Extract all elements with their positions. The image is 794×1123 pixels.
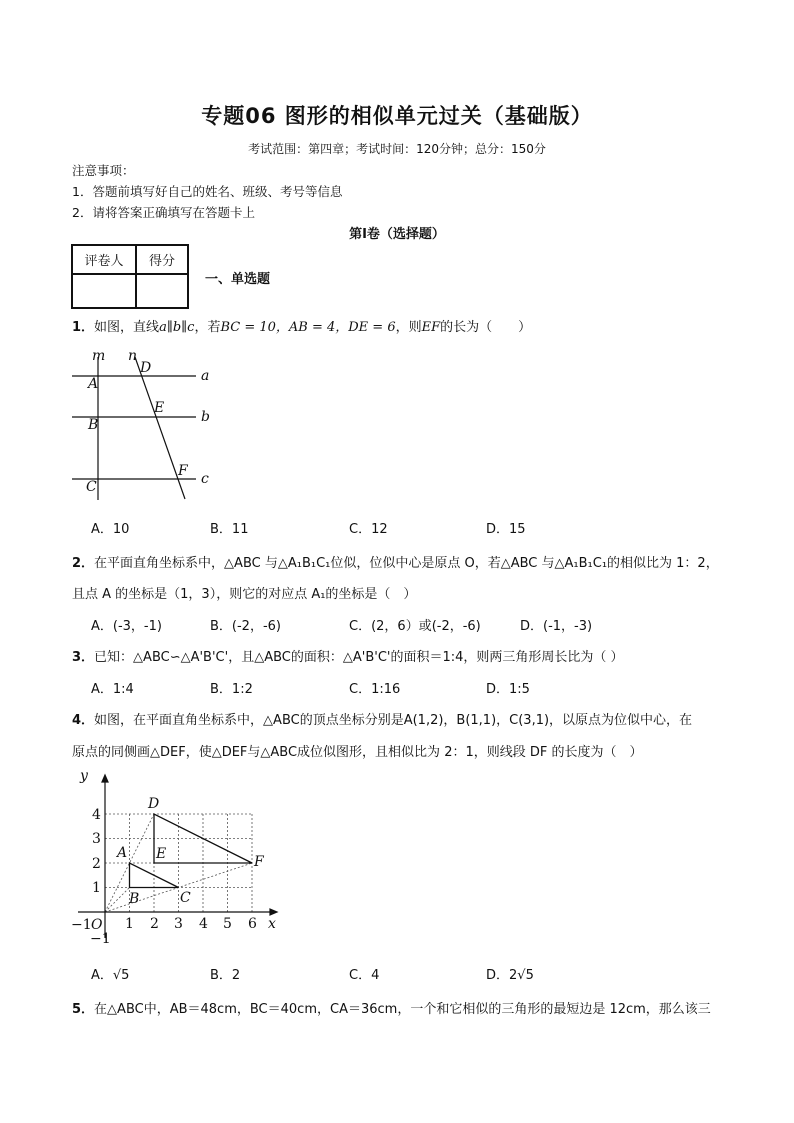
notes-heading: 注意事项： — [72, 163, 135, 178]
q1-text: 的长为（ ） — [440, 320, 532, 335]
q1-text: 如图，直线 — [94, 320, 160, 335]
question-number: 4． — [72, 713, 95, 728]
q1-math: a∥b∥c — [159, 320, 195, 335]
question-number: 5． — [72, 1002, 95, 1017]
q4-line2: 原点的同侧画△DEF，使△DEF与△ABC成位似图形，且相似比为 2：1，则线段 DF 的长度为（ ） — [72, 745, 643, 760]
y-tick: 2 — [92, 856, 101, 872]
q5-text: 在△ABC中，AB＝48cm，BC＝40cm，CA＝36cm，一个和它相似的三角形的最短边是 12cm，那么该三 — [94, 1002, 711, 1017]
x-tick: 4 — [199, 916, 208, 932]
exam-info: 考试范围：第四章；考试时间：120分钟；总分：150分 — [248, 142, 546, 156]
y-tick: 3 — [92, 831, 101, 847]
q1-option-a[interactable]: A．10 — [91, 522, 130, 537]
neg-one-x: −1 — [71, 917, 92, 933]
question-3 — [72, 646, 624, 665]
y-tick: 4 — [92, 807, 101, 823]
score-header: 得分 — [136, 245, 188, 274]
q1-math: EF — [421, 320, 441, 335]
coordinate-figure — [70, 768, 285, 948]
label-A: A — [88, 376, 99, 392]
x-tick: 1 — [125, 916, 134, 932]
q3-option-b[interactable]: B．1:2 — [210, 682, 253, 697]
grader-cell[interactable] — [72, 274, 136, 308]
q3-text: 已知：△ABC∽△A'B'C'，且△ABC的面积：△A'B'C'的面积＝1:4，则两三角形周长比为（ ） — [94, 650, 624, 665]
question-1 — [72, 316, 531, 335]
q3-option-c[interactable]: C．1:16 — [349, 682, 401, 697]
part-label: 一、单选题 — [205, 272, 271, 287]
label-E: E — [154, 400, 165, 416]
question-number: 1． — [72, 320, 95, 335]
x-tick: 3 — [174, 916, 183, 932]
point-B: B — [129, 891, 140, 907]
note-item-1: 1．答题前填写好自己的姓名、班级、考号等信息 — [72, 184, 343, 199]
y-axis-label: y — [80, 768, 88, 784]
x-tick: 6 — [248, 916, 257, 932]
q4-option-c[interactable]: C．4 — [349, 968, 380, 983]
q2-line2: 且点 A 的坐标是（1，3），则它的对应点 A₁的坐标是（ ） — [72, 587, 417, 602]
point-E: E — [156, 846, 167, 862]
label-b: b — [201, 409, 210, 425]
grader-header: 评卷人 — [72, 245, 136, 274]
grader-table — [71, 244, 189, 309]
q1-option-d[interactable]: D．15 — [486, 522, 526, 537]
label-m: m — [92, 348, 106, 364]
label-B: B — [88, 417, 99, 433]
q4-option-d[interactable]: D．2√5 — [486, 968, 534, 983]
q2-option-a[interactable]: A．(-3，-1) — [91, 619, 162, 634]
point-F: F — [254, 854, 264, 870]
label-C: C — [86, 479, 97, 495]
section-title: 第I卷（选择题） — [349, 227, 445, 242]
question-5 — [72, 998, 711, 1017]
q3-option-d[interactable]: D．1:5 — [486, 682, 530, 697]
q1-math: BC = 10，AB = 4，DE = 6 — [220, 320, 396, 335]
x-tick: 5 — [223, 916, 232, 932]
q1-option-c[interactable]: C．12 — [349, 522, 388, 537]
x-tick: 2 — [150, 916, 159, 932]
x-axis-label: x — [268, 916, 276, 932]
y-tick: 1 — [92, 880, 101, 896]
question-2 — [72, 552, 719, 571]
label-c: c — [201, 471, 209, 487]
q4-line1: 如图，在平面直角坐标系中，△ABC的顶点坐标分别是A(1,2)，B(1,1)，C(3,1)，以原点为位似中心，在 — [94, 713, 693, 728]
q4-option-b[interactable]: B．2 — [210, 968, 241, 983]
q2-option-d[interactable]: D．(-1，-3) — [520, 619, 593, 634]
parallel-lines-figure — [68, 345, 218, 505]
question-number: 2． — [72, 556, 95, 571]
label-n: n — [128, 348, 138, 364]
q2-option-b[interactable]: B．(-2，-6) — [210, 619, 281, 634]
q1-option-b[interactable]: B．11 — [210, 522, 249, 537]
page-title: 专题06 图形的相似单元过关（基础版） — [201, 104, 593, 128]
label-D: D — [140, 360, 152, 376]
q1-text: ，则 — [395, 320, 422, 335]
q2-line1: 在平面直角坐标系中，△ABC 与△A₁B₁C₁位似，位似中心是原点 O，若△ABC 与△A₁B₁C₁的相似比为 1：2， — [94, 556, 719, 571]
q2-option-c[interactable]: C．(2，6）或(-2，-6) — [349, 619, 481, 634]
note-item-2: 2．请将答案正确填写在答题卡上 — [72, 205, 255, 220]
point-A: A — [117, 845, 128, 861]
question-number: 3． — [72, 650, 95, 665]
neg-one-y: −1 — [90, 931, 111, 947]
score-cell[interactable] — [136, 274, 188, 308]
q3-option-a[interactable]: A．1:4 — [91, 682, 134, 697]
label-F: F — [178, 463, 188, 479]
q4-option-a[interactable]: A．√5 — [91, 968, 130, 983]
origin-label: O — [91, 917, 103, 933]
point-C: C — [180, 890, 191, 906]
label-a: a — [201, 368, 210, 384]
question-4 — [72, 709, 692, 728]
point-D: D — [148, 796, 160, 812]
q1-text: ，若 — [194, 320, 221, 335]
